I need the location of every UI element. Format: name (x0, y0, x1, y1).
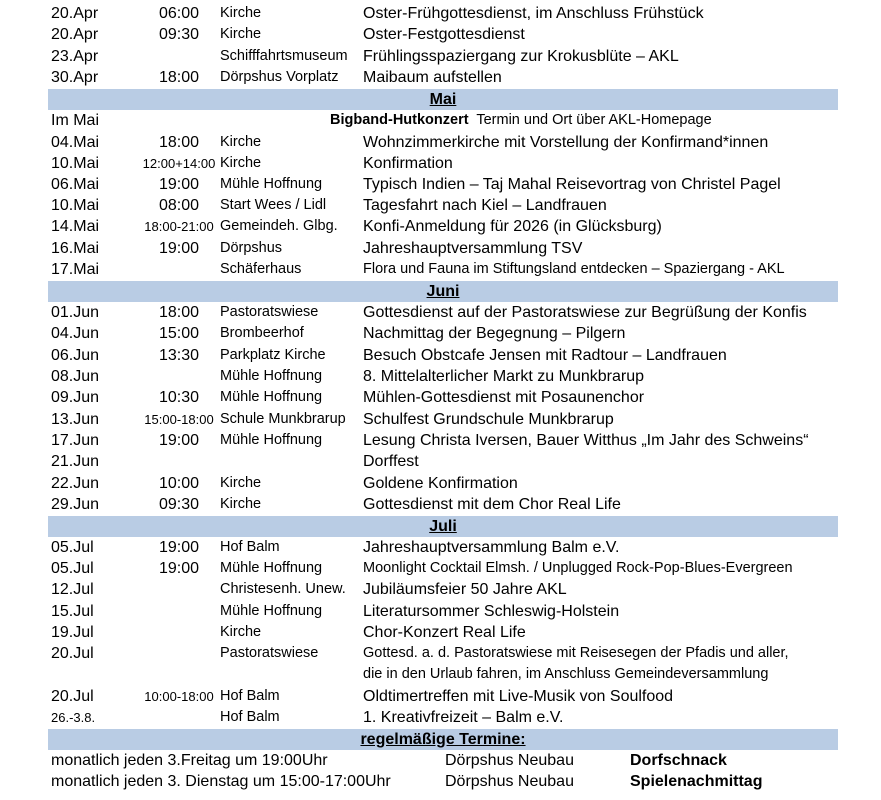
regular-schedule-text: monatlich jeden 3. Dienstag um 15:00-17:00Uhr (51, 773, 391, 790)
table-row (0, 238, 881, 259)
place-cell: Kirche (220, 26, 262, 42)
date-cell: 23.Apr (51, 48, 99, 65)
table-row (0, 174, 881, 195)
place-cell: Schäferhaus (220, 261, 302, 277)
date-cell: 21.Jun (51, 453, 100, 470)
place-cell: Kirche (220, 496, 262, 512)
table-row (0, 643, 881, 685)
event-cell: Moonlight Cocktail Elmsh. / Unplugged Rock-Pop-Blues-Evergreen (363, 560, 793, 576)
date-cell: 15.Jul (51, 603, 94, 620)
time-cell: 19:00 (158, 176, 200, 193)
place-cell: Kirche (220, 155, 262, 171)
table-row (0, 622, 881, 643)
place-cell: Hof Balm (220, 688, 280, 704)
table-row (0, 707, 881, 728)
event-cell: 8. Mittelalterlicher Markt zu Munkbrarup (363, 368, 644, 385)
event-cell: Jahreshauptversammlung Balm e.V. (363, 539, 620, 556)
special-row (0, 110, 881, 131)
time-cell: 18:00 (158, 69, 200, 86)
event-line-2: die in den Urlaub fahren, im Anschluss Gemeindeversammlung (363, 666, 769, 682)
special-text: Termin und Ort über AKL-Homepage (476, 112, 712, 128)
time-cell: 19:00 (158, 560, 200, 577)
table-row (0, 686, 881, 707)
table-row (0, 366, 881, 387)
event-cell: Typisch Indien – Taj Mahal Reisevortrag von Christel Pagel (363, 176, 781, 193)
place-cell: Hof Balm (220, 539, 280, 555)
place-cell: Mühle Hoffnung (220, 560, 323, 576)
place-cell: Mühle Hoffnung (220, 432, 323, 448)
table-row (0, 387, 881, 408)
table-row (0, 3, 881, 24)
event-cell: Wohnzimmerkirche mit Vorstellung der Konfirmand*innen (363, 134, 769, 151)
time-cell: 15:00-18:00 (144, 412, 214, 427)
place-cell: Kirche (220, 475, 262, 491)
place-cell: Pastoratswiese (220, 645, 319, 661)
event-cell: Oster-Frühgottesdienst, im Anschluss Frühstück (363, 5, 704, 22)
month-header-mai: Mai (48, 89, 838, 110)
time-cell: 18:00 (158, 304, 200, 321)
event-cell: Literatursommer Schleswig-Holstein (363, 603, 620, 620)
event-cell: Flora und Fauna im Stiftungsland entdecken – Spaziergang - AKL (363, 261, 785, 277)
place-cell: Hof Balm (220, 709, 280, 725)
time-cell: 12:00+14:00 (142, 156, 216, 171)
date-cell: 22.Jun (51, 475, 100, 492)
table-row (0, 473, 881, 494)
place-cell: Start Wees / Lidl (220, 197, 327, 213)
table-row (0, 323, 881, 344)
event-cell: Chor-Konzert Real Life (363, 624, 526, 641)
event-cell: Gottesdienst mit dem Chor Real Life (363, 496, 621, 513)
event-cell: Besuch Obstcafe Jensen mit Radtour – Landfrauen (363, 347, 727, 364)
event-cell: Oster-Festgottesdienst (363, 26, 525, 43)
date-cell: 10.Mai (51, 155, 100, 172)
date-cell: 16.Mai (51, 240, 100, 257)
event-cell: Tagesfahrt nach Kiel – Landfrauen (363, 197, 607, 214)
time-cell: 15:00 (158, 325, 200, 342)
date-cell: 04.Mai (51, 134, 100, 151)
table-row (0, 216, 881, 237)
time-cell: 08:00 (158, 197, 200, 214)
time-cell: 09:30 (158, 496, 200, 513)
place-cell: Mühle Hoffnung (220, 603, 323, 619)
place-cell: Mühle Hoffnung (220, 176, 323, 192)
event-cell: Konfirmation (363, 155, 453, 172)
date-cell: 04.Jun (51, 325, 100, 342)
section-header-regular: regelmäßige Termine: (48, 729, 838, 750)
date-cell: 30.Apr (51, 69, 99, 86)
time-cell: 13:30 (158, 347, 200, 364)
event-cell: Maibaum aufstellen (363, 69, 502, 86)
place-cell: Mühle Hoffnung (220, 368, 323, 384)
place-cell: Brombeerhof (220, 325, 304, 341)
time-cell: 10:00 (158, 475, 200, 492)
event-cell: Gottesdienst auf der Pastoratswiese zur Begrüßung der Konfis (363, 304, 807, 321)
time-cell: 18:00 (158, 134, 200, 151)
date-cell: 20.Jul (51, 645, 94, 662)
event-cell: Lesung Christa Iversen, Bauer Witthus „Im Jahr des Schweins“ (363, 432, 809, 449)
date-cell: 06.Jun (51, 347, 100, 364)
special-label: Im Mai (51, 112, 99, 129)
date-cell: 17.Jun (51, 432, 100, 449)
place-cell: Schule Munkbrarup (220, 411, 346, 427)
table-row (0, 195, 881, 216)
place-cell: Mühle Hoffnung (220, 389, 323, 405)
date-cell: 19.Jul (51, 624, 94, 641)
regular-row (0, 750, 881, 771)
table-row (0, 451, 881, 472)
place-cell: Christesenh. Unew. (220, 581, 346, 597)
place-cell: Gemeindeh. Glbg. (220, 218, 338, 234)
place-cell: Dörpshus Vorplatz (220, 69, 339, 85)
place-cell: Dörpshus (220, 240, 283, 256)
regular-event: Dorfschnack (630, 752, 727, 769)
date-cell: 10.Mai (51, 197, 100, 214)
event-cell: Oldtimertreffen mit Live-Musik von Soulfood (363, 688, 674, 705)
month-header-juni: Juni (48, 281, 838, 302)
table-row (0, 302, 881, 323)
time-cell: 19:00 (158, 539, 200, 556)
date-cell: 29.Jun (51, 496, 100, 513)
special-event (330, 110, 712, 131)
special-title: Bigband-Hutkonzert (330, 112, 469, 128)
date-cell: 05.Jul (51, 560, 94, 577)
month-header-juli: Juli (48, 516, 838, 537)
date-cell: 26.-3.8. (51, 710, 96, 725)
table-row (0, 537, 881, 558)
table-row (0, 24, 881, 45)
event-cell: Mühlen-Gottesdienst mit Posaunenchor (363, 389, 645, 406)
date-cell: 09.Jun (51, 389, 100, 406)
table-row (0, 67, 881, 88)
event-cell: Konfi-Anmeldung für 2026 (in Glücksburg) (363, 218, 662, 235)
date-cell: 05.Jul (51, 539, 94, 556)
regular-place: Dörpshus Neubau (445, 773, 574, 790)
event-cell: Jubiläumsfeier 50 Jahre AKL (363, 581, 567, 598)
table-row (0, 153, 881, 174)
date-cell: 13.Jun (51, 411, 100, 428)
place-cell: Pastoratswiese (220, 304, 319, 320)
date-cell: 08.Jun (51, 368, 100, 385)
date-cell: 01.Jun (51, 304, 100, 321)
table-row (0, 345, 881, 366)
date-cell: 20.Apr (51, 26, 99, 43)
time-cell: 10:30 (158, 389, 200, 406)
table-row (0, 494, 881, 515)
event-cell: Dorffest (363, 453, 419, 470)
place-cell: Kirche (220, 624, 262, 640)
date-cell: 20.Apr (51, 5, 99, 22)
event-cell: Jahreshauptversammlung TSV (363, 240, 583, 257)
table-row (0, 409, 881, 430)
date-cell: 06.Mai (51, 176, 100, 193)
place-cell: Schifffahrtsmuseum (220, 48, 348, 64)
time-cell: 18:00-21:00 (144, 219, 214, 234)
event-cell (363, 643, 789, 685)
regular-place: Dörpshus Neubau (445, 752, 574, 769)
date-cell: 17.Mai (51, 261, 100, 278)
event-line-1: Gottesd. a. d. Pastoratswiese mit Reisesegen der Pfadis und aller, (363, 645, 789, 661)
time-cell: 10:00-18:00 (144, 689, 214, 704)
table-row (0, 558, 881, 579)
event-cell: Nachmittag der Begegnung – Pilgern (363, 325, 626, 342)
event-cell: 1. Kreativfreizeit – Balm e.V. (363, 709, 564, 726)
table-row (0, 601, 881, 622)
table-row (0, 430, 881, 451)
event-cell: Schulfest Grundschule Munkbrarup (363, 411, 614, 428)
event-cell: Goldene Konfirmation (363, 475, 518, 492)
place-cell: Kirche (220, 5, 262, 21)
table-row (0, 132, 881, 153)
time-cell: 19:00 (158, 240, 200, 257)
table-row (0, 579, 881, 600)
place-cell: Kirche (220, 134, 262, 150)
regular-event: Spielenachmittag (630, 773, 763, 790)
regular-row (0, 771, 881, 792)
table-row (0, 259, 881, 280)
date-cell: 20.Jul (51, 688, 94, 705)
time-cell: 09:30 (158, 26, 200, 43)
place-cell: Parkplatz Kirche (220, 347, 326, 363)
time-cell: 19:00 (158, 432, 200, 449)
event-cell: Frühlingsspaziergang zur Krokusblüte – AKL (363, 48, 679, 65)
date-cell: 12.Jul (51, 581, 94, 598)
table-row (0, 46, 881, 67)
regular-schedule-text: monatlich jeden 3.Freitag um 19:00Uhr (51, 752, 328, 769)
date-cell: 14.Mai (51, 218, 100, 235)
time-cell: 06:00 (158, 5, 200, 22)
